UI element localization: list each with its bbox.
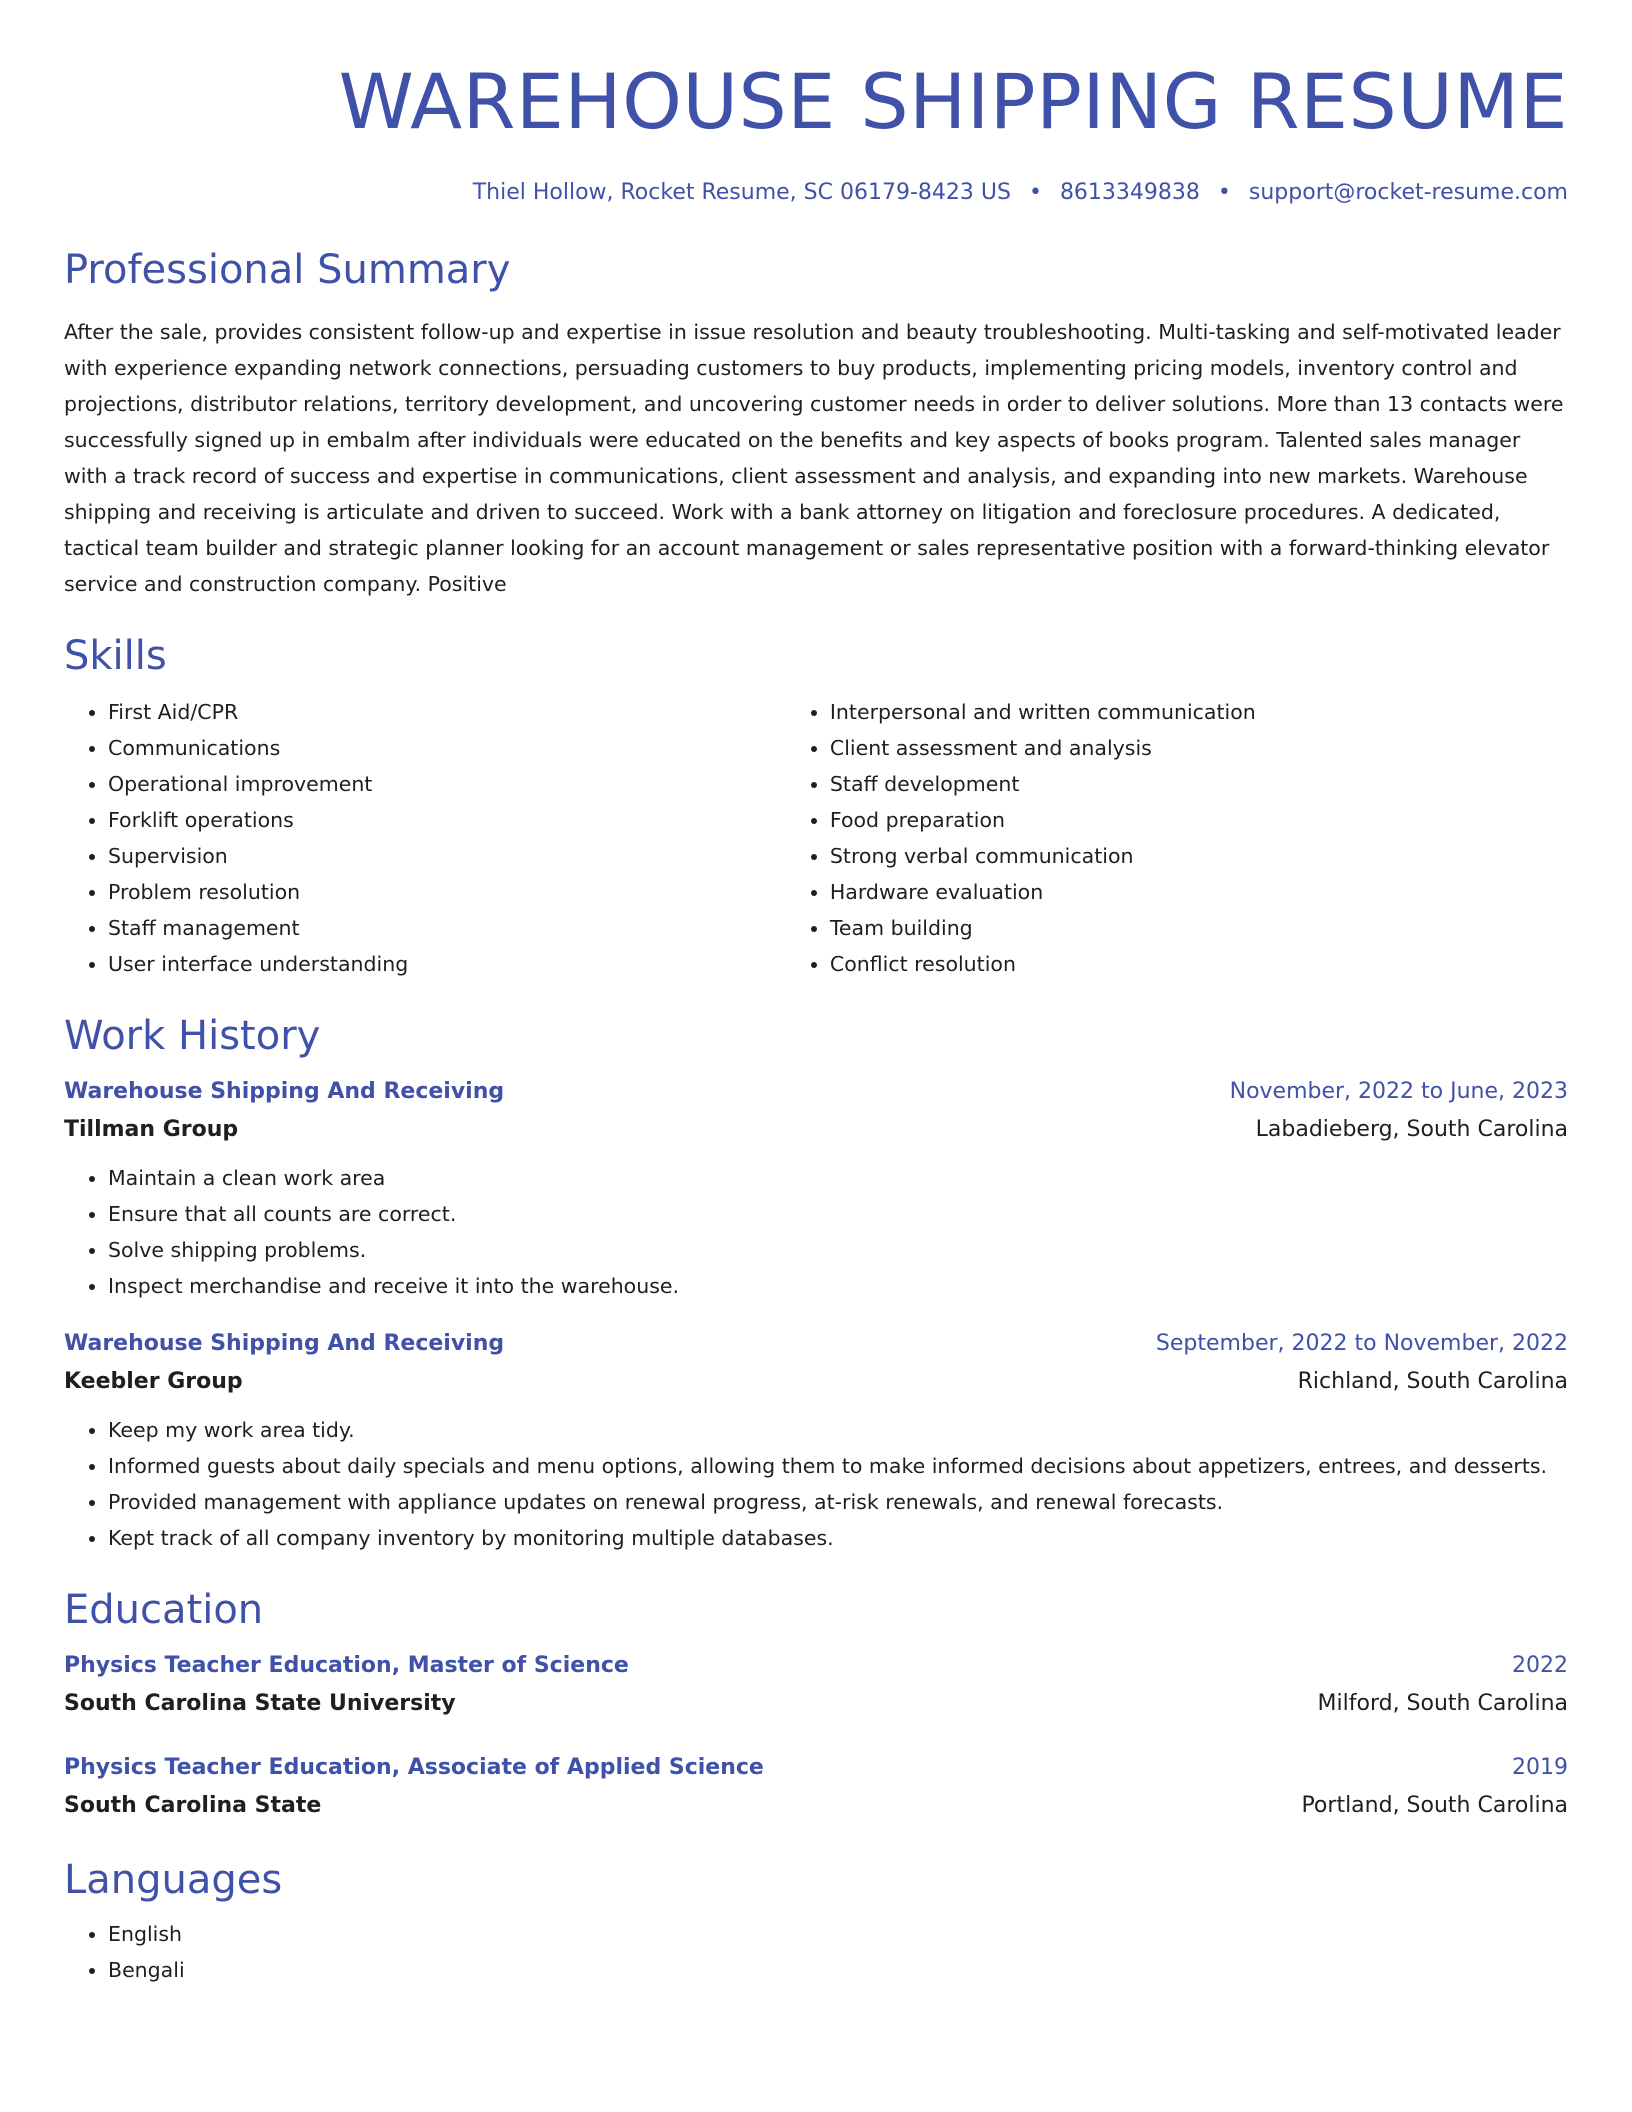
job-title-row	[64, 1074, 1568, 1110]
job-company: Tillman Group	[64, 1117, 239, 1142]
skill-item: • User interface understanding	[108, 946, 786, 982]
education-degree-row	[64, 1750, 1568, 1786]
contact-address: Thiel Hollow, Rocket Resume, SC 06179-8423 US	[472, 180, 1011, 205]
job-duty: • Keep my work area tidy.	[108, 1412, 1568, 1448]
summary-section	[64, 244, 1568, 602]
job-duty: • Ensure that all counts are correct.	[108, 1196, 1568, 1232]
education-section	[64, 1584, 1568, 1826]
skill-item: • Communications	[108, 730, 786, 766]
work-history-section	[64, 1010, 1568, 1556]
skill-item: • Supervision	[108, 838, 786, 874]
job-company-row	[64, 1110, 1568, 1150]
languages-section	[64, 1854, 1568, 1988]
education-entry	[64, 1750, 1568, 1826]
contact-phone: 8613349838	[1059, 180, 1200, 205]
job-title: Warehouse Shipping And Receiving	[64, 1331, 505, 1356]
education-school-row	[64, 1684, 1568, 1724]
skills-section	[64, 630, 1568, 982]
contact-email: support@rocket-resume.com	[1248, 180, 1568, 205]
skill-item: • Staff development	[830, 766, 1568, 802]
languages-list	[64, 1916, 1568, 1988]
language-item: • English	[108, 1916, 1568, 1952]
resume-page	[64, 0, 1568, 1988]
skills-list-right	[786, 694, 1568, 982]
education-school-row	[64, 1786, 1568, 1826]
education-year: 2019	[1512, 1755, 1568, 1780]
skill-item: • Interpersonal and written communication	[830, 694, 1568, 730]
job-duties	[64, 1160, 1568, 1304]
skill-item: • Forklift operations	[108, 802, 786, 838]
skills-list-left	[64, 694, 786, 982]
job-duties	[64, 1412, 1568, 1556]
skill-item: • Conflict resolution	[830, 946, 1568, 982]
section-heading-languages: Languages	[64, 1857, 283, 1903]
education-school: South Carolina State	[64, 1793, 322, 1818]
job-location: Richland, South Carolina	[1297, 1369, 1568, 1394]
skill-item: • Operational improvement	[108, 766, 786, 802]
skill-item: • Strong verbal communication	[830, 838, 1568, 874]
skill-item: • Food preparation	[830, 802, 1568, 838]
job-location: Labadieberg, South Carolina	[1255, 1117, 1568, 1142]
job-duty: • Solve shipping problems.	[108, 1232, 1568, 1268]
education-degree: Physics Teacher Education, Master of Science	[64, 1653, 629, 1678]
job-title: Warehouse Shipping And Receiving	[64, 1079, 505, 1104]
language-item: • Bengali	[108, 1952, 1568, 1988]
job-duty: • Maintain a clean work area	[108, 1160, 1568, 1196]
job-company-row	[64, 1362, 1568, 1402]
education-location: Milford, South Carolina	[1317, 1691, 1568, 1716]
job-dates: November, 2022 to June, 2023	[1229, 1079, 1568, 1104]
job-duty: • Informed guests about daily specials and menu options, allowing them to make informed decisions about appetizers, entrees, and desserts.	[108, 1448, 1568, 1484]
skill-item: • Client assessment and analysis	[830, 730, 1568, 766]
section-heading-skills: Skills	[64, 633, 167, 679]
skill-item: • Staff management	[108, 910, 786, 946]
job-entry	[64, 1326, 1568, 1556]
skill-item: • Team building	[830, 910, 1568, 946]
skill-item: • First Aid/CPR	[108, 694, 786, 730]
skills-columns	[64, 694, 1568, 982]
resume-title: WAREHOUSE SHIPPING RESUME	[338, 57, 1568, 146]
education-location: Portland, South Carolina	[1301, 1793, 1568, 1818]
contact-separator: •	[1217, 180, 1231, 205]
education-school: South Carolina State University	[64, 1691, 456, 1716]
contact-separator: •	[1028, 180, 1042, 205]
job-entry	[64, 1074, 1568, 1304]
summary-text: After the sale, provides consistent follow-up and expertise in issue resolution and beauty troubleshooting. Multi-tasking and self-motivated leader with experience expanding network connections, persuading customers to buy products, implementing pricing models, inventory control and projections, distributor relations, territory development, and uncovering customer needs in order to deliver solutions. More than 13 contacts were successfully signed up in embalm after individuals were educated on the benefits and key aspects of books program. Talented sales manager with a track record of success and expertise in communications, client assessment and analysis, and expanding into new markets. Warehouse shipping and receiving is articulate and driven to succeed. Work with a bank attorney on litigation and foreclosure procedures. A dedicated, tactical team builder and strategic planner looking for an account management or sales representative position with a forward-thinking elevator service and construction company. Positive	[64, 320, 1564, 596]
contact-line	[64, 178, 1568, 208]
job-company: Keebler Group	[64, 1369, 243, 1394]
job-title-row	[64, 1326, 1568, 1362]
skill-item: • Problem resolution	[108, 874, 786, 910]
job-dates: September, 2022 to November, 2022	[1155, 1331, 1568, 1356]
section-heading-summary: Professional Summary	[64, 247, 511, 293]
education-entry	[64, 1648, 1568, 1724]
job-duty: • Provided management with appliance updates on renewal progress, at-risk renewals, and renewal forecasts.	[108, 1484, 1568, 1520]
job-duty: • Inspect merchandise and receive it into the warehouse.	[108, 1268, 1568, 1304]
education-degree: Physics Teacher Education, Associate of Applied Science	[64, 1755, 764, 1780]
education-year: 2022	[1512, 1653, 1568, 1678]
education-degree-row	[64, 1648, 1568, 1684]
job-duty: • Kept track of all company inventory by monitoring multiple databases.	[108, 1520, 1568, 1556]
section-heading-education: Education	[64, 1587, 264, 1633]
section-heading-work-history: Work History	[64, 1013, 321, 1059]
skill-item: • Hardware evaluation	[830, 874, 1568, 910]
